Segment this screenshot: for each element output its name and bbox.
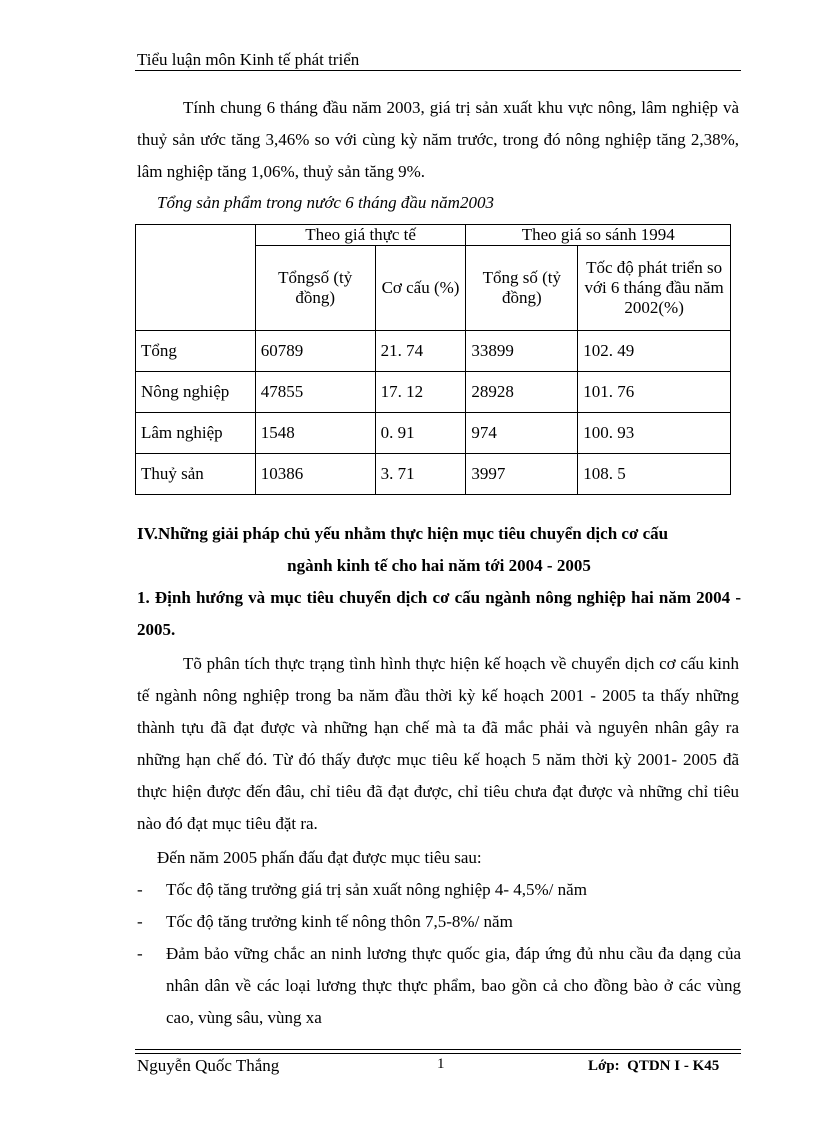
- table-cell: 33899: [466, 331, 578, 372]
- column-header-total-current: Tổngsố (tỷ đồng): [255, 246, 375, 331]
- header-title: Tiểu luận môn Kinh tế phát triển: [137, 50, 360, 69]
- analysis-paragraph: Tõ phân tích thực trạng tình hình thực hiện kế hoạch về chuyển dịch cơ cấu kinh tế ngành nông nghiệp trong ba năm đầu thời kỳ kế hoạch 2001 - 2005 ta thấy những thành tựu đã đạt được và những hạn chế mà ta đã mắc phải và nguyên nhân gây ra những hạn chế đó. Từ đó thấy được mục tiêu kế hoạch 5 năm thời kỳ 2001- 2005 đã thực hiện được đến đâu, chỉ tiêu đã đạt được, chỉ tiêu chưa đạt được và những chỉ tiêu nào đó đạt mục tiêu đặt ra.: [137, 654, 739, 833]
- row-label: Tổng: [136, 331, 256, 372]
- table-row: [136, 331, 731, 372]
- gdp-table: [135, 224, 731, 495]
- section-4-title-line-1: IV.Những giải pháp chủ yếu nhằm thực hiện mục tiêu chuyển dịch cơ cấu: [137, 524, 669, 543]
- table-cell: 974: [466, 413, 578, 454]
- table-cell: 21. 74: [375, 331, 466, 372]
- table-cell: 102. 49: [578, 331, 731, 372]
- goal-text: Tốc độ tăng trưởng giá trị sản xuất nông nghiệp 4- 4,5%/ năm: [166, 880, 587, 899]
- table-row: [136, 454, 731, 495]
- row-label: Nông nghiệp: [136, 372, 256, 413]
- table-cell: 17. 12: [375, 372, 466, 413]
- table-cell: 1548: [255, 413, 375, 454]
- section-4-title-line-2: ngành kinh tế cho hai năm tới 2004 - 2005: [287, 556, 591, 575]
- list-item: [137, 874, 741, 906]
- page-number: 1: [437, 1056, 445, 1072]
- table-cell: 28928: [466, 372, 578, 413]
- goals-intro: Đến năm 2005 phấn đấu đạt được mục tiêu sau:: [157, 848, 482, 867]
- goal-text: Tốc độ tăng trưởng kinh tế nông thôn 7,5-8%/ năm: [166, 912, 513, 931]
- table-cell: 0. 91: [375, 413, 466, 454]
- header-rule: [135, 70, 741, 71]
- footer-class: [588, 1058, 719, 1075]
- table-caption: Tổng sản phẩm trong nước 6 tháng đầu năm2003: [157, 193, 494, 212]
- table-cell: 3997: [466, 454, 578, 495]
- section-1-title: 1. Định hướng và mục tiêu chuyển dịch cơ cấu ngành nông nghiệp hai năm 2004 - 2005.: [137, 588, 741, 639]
- table-row: [136, 372, 731, 413]
- group-header-current-price: Theo giá thực tế: [255, 225, 466, 246]
- goal-text: Đảm bảo vững chắc an ninh lương thực quốc gia, đáp ứng đủ nhu cầu đa dạng của nhân dân về các loại lương thực thực phẩm, bao gồn cả cho đồng bào ở các vùng cao, vùng sâu, vùng xa: [166, 944, 741, 1027]
- table-cell: 47855: [255, 372, 375, 413]
- bullet-marker: -: [137, 912, 143, 931]
- table-row: [136, 413, 731, 454]
- table-cell: 60789: [255, 331, 375, 372]
- table-cell: 108. 5: [578, 454, 731, 495]
- table-cell: 100. 93: [578, 413, 731, 454]
- row-label: Lâm nghiệp: [136, 413, 256, 454]
- group-header-1994-price: Theo giá so sánh 1994: [466, 225, 731, 246]
- footer-author: Nguyễn Quốc Thắng: [137, 1056, 280, 1075]
- intro-paragraph: Tính chung 6 tháng đầu năm 2003, giá trị sản xuất khu vực nông, lâm nghiệp và thuỷ sản ước tăng 3,46% so với cùng kỳ năm trước, trong đó nông nghiệp tăng 2,38%, lâm nghiệp tăng 1,06%, thuỷ sản tăng 9%.: [137, 98, 739, 181]
- footer-rule-thin: [135, 1049, 741, 1050]
- row-label: Thuỷ sản: [136, 454, 256, 495]
- footer-class-label: Lớp:: [588, 1058, 620, 1074]
- list-item: [137, 938, 741, 1034]
- table-corner-cell: [136, 225, 256, 331]
- list-item: [137, 906, 741, 938]
- bullet-marker: -: [137, 944, 143, 963]
- table-cell: 3. 71: [375, 454, 466, 495]
- footer-class-value: QTDN I - K45: [627, 1058, 720, 1074]
- table-cell: 101. 76: [578, 372, 731, 413]
- column-header-growth-rate: Tốc độ phát triển so với 6 tháng đầu năm 2002(%): [578, 246, 731, 331]
- column-header-structure: Cơ cấu (%): [375, 246, 466, 331]
- footer-rule-thick: [135, 1053, 741, 1054]
- table-group-header-row: [136, 225, 731, 246]
- column-header-total-1994: Tổng số (tỷ đồng): [466, 246, 578, 331]
- table-cell: 10386: [255, 454, 375, 495]
- bullet-marker: -: [137, 880, 143, 899]
